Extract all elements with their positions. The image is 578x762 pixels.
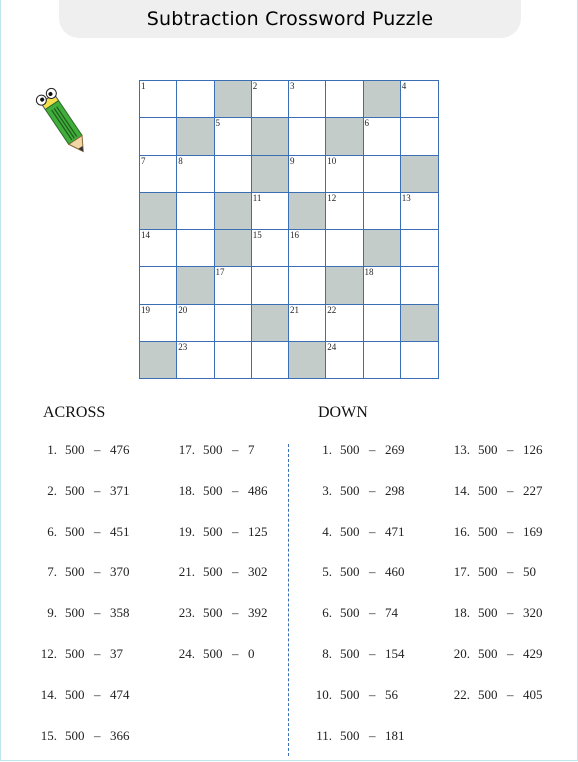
grid-cell-shaded [326,118,363,155]
clue-subtrahend: 181 [385,727,405,743]
clue-minuend: 500 [340,442,360,457]
clue-number: 4. [322,523,332,539]
grid-cell[interactable] [215,267,252,304]
clue-minuend: 500 [478,482,498,498]
grid-cell[interactable] [177,156,214,193]
clue-number: 10. [315,686,332,702]
grid-cell[interactable] [252,193,289,230]
cell-number: 16 [290,230,299,240]
clue-number: 2. [47,482,57,498]
clue-subtrahend: 392 [248,605,268,621]
cell-number: 22 [327,304,337,315]
clue-number: 15. [40,727,57,743]
cell-number: 12 [327,192,337,203]
grid-cell[interactable] [364,342,401,378]
clue-operator: – [507,564,514,580]
grid-cell[interactable] [364,193,401,230]
clue-minuend: 500 [65,727,85,743]
clue-operator: – [507,686,514,702]
grid-cell[interactable] [289,305,326,342]
clue-number: 22. [453,686,470,702]
grid-cell[interactable] [326,81,363,118]
grid-cell[interactable] [289,81,326,118]
clue-subtrahend: 74 [385,605,398,621]
clue-subtrahend: 370 [110,564,130,580]
cell-number: 11 [252,192,262,203]
grid-cell[interactable] [289,267,326,304]
grid-cell[interactable] [364,267,401,304]
clue-number: 14. [453,482,470,498]
clue-subtrahend: 451 [110,523,130,539]
clue-operator: – [369,564,376,580]
cell-number: 18 [364,267,374,278]
clue-minuend: 500 [203,442,223,457]
clue-subtrahend: 486 [248,482,268,498]
clue-minuend: 500 [340,564,360,580]
clue-minuend: 500 [340,482,360,498]
grid-cell[interactable] [177,81,214,118]
clue-number: 7. [47,564,57,580]
grid-cell[interactable] [140,81,177,118]
clue-operator: – [507,646,514,661]
clue-operator: – [94,686,101,702]
grid-cell-shaded [215,193,252,230]
clue-subtrahend: 358 [110,605,130,621]
clue-operator: – [232,523,239,539]
across-heading: ACROSS [43,404,106,421]
clue-minuend: 500 [478,564,498,580]
grid-cell[interactable] [401,342,438,378]
clue-number: 14. [40,686,57,702]
grid-cell[interactable] [252,81,289,118]
cell-number: 15 [252,230,262,240]
grid-cell[interactable] [401,193,438,230]
clue-number: 6. [47,523,57,539]
clue-minuend: 500 [203,564,223,580]
cell-number: 3 [290,81,295,91]
clue-minuend: 500 [65,482,85,498]
grid-cell-shaded [401,305,438,342]
grid-cell[interactable] [326,193,363,230]
grid-cell[interactable] [140,118,177,155]
clue-operator: – [94,646,101,661]
clue-number: 17. [178,442,195,457]
grid-cell[interactable] [289,156,326,193]
clue-minuend: 500 [65,442,85,457]
grid-cell-shaded [289,342,326,378]
clue-subtrahend: 320 [523,605,543,621]
clue-minuend: 500 [203,482,223,498]
grid-cell[interactable] [140,305,177,342]
clue-minuend: 500 [65,523,85,539]
clue-number: 1. [322,442,332,457]
clue-minuend: 500 [65,605,85,621]
grid-cell[interactable] [401,118,438,155]
grid-cell[interactable] [140,267,177,304]
clue-minuend: 500 [203,646,223,661]
clue-subtrahend: 269 [385,442,405,457]
page-title: Subtraction Crossword Puzzle [146,8,434,30]
clue-operator: – [232,442,239,457]
clue-minuend: 500 [65,646,85,661]
grid-cell[interactable] [177,342,214,378]
clue-minuend: 500 [478,605,498,621]
grid-cell[interactable] [215,156,252,193]
cell-number: 1 [141,81,146,91]
down-heading: DOWN [318,404,368,421]
clue-operator: – [369,727,376,743]
grid-cell[interactable] [289,230,326,267]
clue-number: 13. [453,442,470,457]
clue-subtrahend: 471 [385,523,405,539]
clue-number: 23. [178,605,195,621]
clue-minuend: 500 [340,605,360,621]
grid-cell-shaded [326,267,363,304]
clue-number: 11. [316,727,332,743]
grid-cell-shaded [252,156,289,193]
grid-cell-shaded [177,267,214,304]
clue-operator: – [369,646,376,661]
clue-subtrahend: 154 [385,646,405,661]
clue-minuend: 500 [65,686,85,702]
grid-cell[interactable] [364,305,401,342]
clue-operator: – [232,646,239,661]
clue-number: 1. [47,442,57,457]
clue-number: 8. [322,646,332,661]
clue-subtrahend: 302 [248,564,268,580]
cell-number: 6 [364,118,369,129]
clue-minuend: 500 [340,727,360,743]
clue-minuend: 500 [340,523,360,539]
clue-operator: – [369,482,376,498]
grid-cell[interactable] [252,342,289,378]
grid-cell-shaded [140,342,177,378]
cell-number: 5 [215,118,220,129]
grid-cell[interactable] [215,118,252,155]
clue-subtrahend: 371 [110,482,130,498]
clue-operator: – [369,686,376,702]
grid-cell-shaded [177,118,214,155]
clue-minuend: 500 [65,564,85,580]
clue-minuend: 500 [340,686,360,702]
clue-subtrahend: 50 [523,564,536,580]
clue-number: 17. [453,564,470,580]
grid-cell[interactable] [326,305,363,342]
clue-operator: – [507,482,514,498]
clue-operator: – [507,605,514,621]
clue-minuend: 500 [478,686,498,702]
clue-operator: – [94,564,101,580]
clue-subtrahend: 298 [385,482,405,498]
clue-number: 6. [322,605,332,621]
clue-number: 5. [322,564,332,580]
grid-cell-shaded [289,193,326,230]
pencil-icon [34,80,90,160]
grid-cell[interactable] [177,305,214,342]
clue-operator: – [232,564,239,580]
grid-cell[interactable] [140,156,177,193]
grid-cell-shaded [364,230,401,267]
clue-subtrahend: 460 [385,564,405,580]
clue-minuend: 500 [478,646,498,661]
clue-operator: – [369,523,376,539]
clue-operator: – [369,442,376,457]
clue-number: 19. [178,523,195,539]
cell-number: 13 [401,192,411,203]
clue-number: 18. [453,605,470,621]
grid-cell-shaded [401,156,438,193]
clue-number: 21. [178,564,195,580]
clue-minuend: 500 [340,646,360,661]
clue-subtrahend: 405 [523,686,543,702]
cell-number: 7 [141,155,146,166]
grid-cell[interactable] [177,230,214,267]
cell-number: 23 [178,341,188,352]
clue-operator: – [94,482,101,498]
cell-number: 8 [178,155,183,166]
column-divider [288,444,289,756]
cell-number: 10 [327,155,337,166]
grid-cell[interactable] [401,230,438,267]
clue-number: 24. [178,646,195,661]
clue-subtrahend: 126 [523,442,543,457]
clue-minuend: 500 [478,523,498,539]
grid-cell[interactable] [326,342,363,378]
cell-number: 21 [290,304,299,315]
clue-subtrahend: 37 [110,646,123,661]
grid-cell-shaded [215,230,252,267]
grid-cell-shaded [215,81,252,118]
clue-number: 12. [40,646,57,661]
grid-cell[interactable] [252,267,289,304]
grid-cell-shaded [252,305,289,342]
clue-operator: – [232,482,239,498]
cell-number: 17 [215,267,225,278]
clue-minuend: 500 [203,605,223,621]
clue-number: 9. [47,605,57,621]
clue-number: 3. [322,482,332,498]
cell-number: 24 [327,341,337,352]
clue-operator: – [507,442,514,457]
clue-operator: – [94,727,101,743]
clue-operator: – [94,605,101,621]
clue-number: 18. [178,482,195,498]
grid-cell[interactable] [326,156,363,193]
clue-number: 16. [453,523,470,539]
cell-number: 4 [401,81,407,91]
clue-subtrahend: 429 [523,646,543,661]
clue-subtrahend: 474 [110,686,130,702]
clue-operator: – [232,605,239,621]
cell-number: 2 [252,81,258,91]
clue-subtrahend: 169 [523,523,543,539]
grid-cell[interactable] [364,156,401,193]
grid-cell[interactable] [289,118,326,155]
clue-operator: – [94,442,101,457]
grid-cell[interactable] [252,230,289,267]
clue-operator: – [369,605,376,621]
grid-cell[interactable] [177,193,214,230]
clue-subtrahend: 366 [110,727,130,743]
cell-number: 14 [141,230,150,240]
clue-minuend: 500 [478,442,498,457]
clue-subtrahend: 0 [248,646,255,661]
grid-cell[interactable] [215,305,252,342]
grid-cell-shaded [140,193,177,230]
title-bar [59,0,521,38]
grid-cell[interactable] [326,230,363,267]
crossword-grid [139,80,439,379]
cell-number: 19 [141,304,150,315]
clue-subtrahend: 125 [248,523,268,539]
grid-cell[interactable] [401,81,438,118]
clue-subtrahend: 476 [110,442,130,457]
grid-cell-shaded [364,81,401,118]
clue-subtrahend: 56 [385,686,398,702]
clue-operator: – [94,523,101,539]
grid-cell[interactable] [140,230,177,267]
clue-operator: – [507,523,514,539]
clue-subtrahend: 227 [523,482,543,498]
grid-cell[interactable] [401,267,438,304]
grid-cell-shaded [252,118,289,155]
clue-minuend: 500 [203,523,223,539]
grid-cell[interactable] [364,118,401,155]
clue-subtrahend: 7 [248,442,255,457]
clue-number: 20. [453,646,470,661]
cell-number: 20 [178,304,188,315]
cell-number: 9 [290,155,295,166]
grid-cell[interactable] [215,342,252,378]
